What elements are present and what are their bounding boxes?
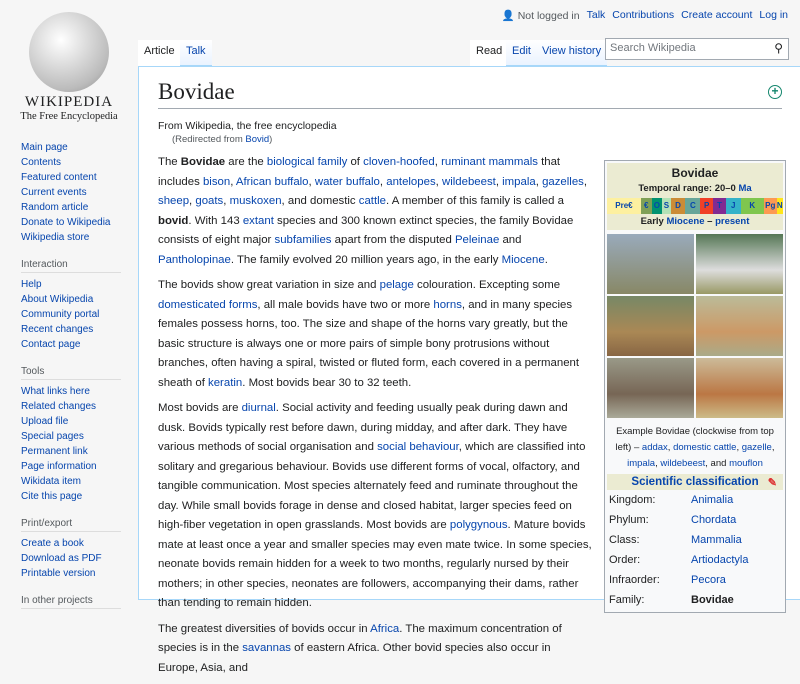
taxon-value[interactable]: Artiodactyla [691, 554, 749, 566]
caption-link-mouflon[interactable]: mouflon [729, 458, 763, 469]
article-link[interactable]: Peleinae [454, 234, 500, 246]
article-body [158, 153, 593, 684]
text-run: , [230, 175, 236, 188]
article-link[interactable]: African buffalo [235, 175, 309, 188]
taxon-rank: Class: [609, 534, 640, 546]
caption-sep: , [667, 442, 674, 453]
sidebar-link[interactable]: Help [21, 279, 42, 290]
redirect-suffix: ) [269, 134, 273, 145]
page-title: Bovidae [158, 79, 782, 109]
ma-link[interactable]: Ma [738, 183, 752, 194]
taxon-value[interactable]: Chordata [691, 514, 737, 526]
article-link[interactable]: mammals [488, 156, 538, 168]
text-run: . Social activity and feeding usually peak during dawn and dusk. Bovids typically rest before dawn, during midday, and after dark. They have various methods of social organisation and [158, 402, 568, 453]
infobox-caption [607, 422, 783, 474]
paragraph [158, 620, 593, 679]
caption-sep: , [771, 442, 775, 453]
tab-edit[interactable]: Edit [506, 40, 537, 66]
text-run: , [379, 175, 387, 188]
article-link[interactable]: biological family [266, 156, 348, 168]
period-11[interactable]: N [777, 198, 783, 214]
text-run: Most bovids are [158, 402, 242, 414]
miocene-link[interactable]: Miocene [666, 216, 705, 227]
sidebar-link[interactable]: Printable version [21, 568, 96, 579]
infobox-header [607, 163, 783, 230]
article-link[interactable]: water buffalo [314, 175, 380, 188]
range-sep: – [704, 216, 716, 227]
sidebar-link[interactable]: Main page [21, 142, 68, 153]
sidebar-link[interactable]: Page information [21, 461, 97, 472]
taxon-rank: Kingdom: [609, 494, 656, 506]
article-link[interactable]: subfamilies [274, 234, 332, 246]
text-run: , and domestic [281, 195, 359, 207]
tab-read[interactable]: Read [470, 40, 508, 66]
article-link[interactable]: extant [242, 214, 274, 227]
text-run: , all male bovids have two or more [257, 298, 434, 311]
article-link[interactable]: horns [433, 298, 462, 311]
taxon-value[interactable]: Pecora [691, 574, 726, 586]
gazelle-photo [696, 296, 783, 356]
text-run: . A member of this family is called a [386, 195, 564, 207]
article-link[interactable]: bison [202, 175, 231, 188]
period-5[interactable]: C [685, 198, 700, 214]
sidebar-link[interactable]: Cite this page [21, 491, 83, 502]
period-10[interactable]: Pg [764, 198, 777, 214]
add-plus-icon[interactable]: + [768, 85, 782, 99]
taxonomy-row [607, 490, 783, 510]
sidebar-link[interactable]: Community portal [21, 309, 100, 320]
impala-photo [696, 358, 783, 418]
search-placeholder: Search Wikipedia [610, 42, 696, 54]
taxon-value: Bovidae [691, 594, 734, 606]
caption-link-impala[interactable]: impala [627, 458, 656, 469]
sidebar-link[interactable]: What links here [21, 386, 90, 397]
taxon-value[interactable]: Mammalia [691, 534, 742, 546]
text-run: . The maximum concentration of species is in the [158, 622, 562, 654]
article-link[interactable]: goats [195, 195, 224, 207]
sidebar-portal-interaction [0, 257, 138, 352]
sidebar-heading: Tools [21, 364, 121, 380]
period-0[interactable]: Pre€ [607, 198, 641, 214]
search-input[interactable] [605, 38, 789, 60]
temporal-prefix: Temporal range: 20–0 [638, 183, 739, 194]
sidebar-link[interactable]: Download as PDF [21, 553, 102, 564]
logo-tagline: The Free Encyclopedia [20, 111, 118, 122]
sidebar-link[interactable]: Contents [21, 157, 62, 168]
text-run: , [535, 175, 543, 188]
sci-title: Scientific classification [631, 476, 759, 488]
sidebar-link[interactable]: Recent changes [21, 324, 94, 335]
taxonomy-row [607, 550, 783, 570]
range-text [607, 216, 783, 230]
article-link[interactable]: muskoxen [229, 195, 282, 207]
text-run: of eastern Africa. Other bovid species also occur in Europe, Asia, and [158, 642, 551, 674]
taxon-rank: Infraorder: [609, 574, 660, 586]
article-link[interactable]: cloven-hoofed [363, 156, 435, 168]
article-link[interactable]: antelopes [386, 175, 436, 188]
text-run: . With 143 [188, 214, 243, 227]
paragraph [158, 399, 593, 614]
article-link[interactable]: keratin [208, 376, 243, 389]
text-run: , [223, 195, 230, 207]
sidebar-portal-tools [0, 364, 138, 504]
temporal-range [607, 183, 783, 194]
site-sub: From Wikipedia, the free encyclopedia [158, 120, 337, 132]
article-link[interactable]: Pantholopinae [158, 253, 231, 266]
sidebar-link[interactable]: Permanent link [21, 446, 88, 457]
text-run: Bovidae [180, 156, 226, 168]
contributions-link[interactable]: Contributions [612, 9, 675, 21]
text-run: The [158, 156, 181, 168]
sidebar-link[interactable]: Create a book [21, 538, 84, 549]
content [138, 66, 800, 674]
caption-link-wildebeest[interactable]: wildebeest [660, 458, 706, 469]
sidebar-link[interactable]: Related changes [21, 401, 97, 412]
article-link[interactable]: polygynous [449, 519, 508, 531]
article-link[interactable]: ruminant [441, 156, 486, 168]
text-run: colouration. Excepting some [413, 279, 561, 291]
period-9[interactable]: K [741, 198, 764, 214]
taxonomy-row [607, 530, 783, 550]
text-run: are the [225, 156, 267, 168]
create-account-link[interactable]: Create account [681, 9, 753, 21]
period-7[interactable]: T [713, 198, 726, 214]
caption-link-addax[interactable]: addax [641, 442, 668, 453]
personal-talk-link[interactable]: Talk [586, 9, 606, 21]
text-run: that includes [158, 156, 561, 188]
sidebar [0, 140, 138, 621]
sidebar-heading: In other projects [21, 593, 121, 609]
period-8[interactable]: J [726, 198, 741, 214]
article-link[interactable]: wildebeest [441, 175, 496, 188]
caption-link-gazelle[interactable]: gazelle [741, 442, 772, 453]
globe-icon [29, 12, 109, 92]
text-run: species and 300 known extinct species, the family Bovidae consists of eight major [158, 214, 574, 246]
text-run: , [434, 156, 442, 168]
personal-tools [502, 9, 788, 22]
period-2[interactable]: O [652, 198, 663, 214]
taxon-rank: Order: [609, 554, 641, 566]
text-run: , and in many species females possess horns, too. The size and shape of the horns vary greatly, but the basic structure is always one or more pairs of simple bony protrusions without branches, often having a spiral, twisted or fluted form, each covered in a permanent sheath of [158, 298, 580, 389]
paragraph [158, 276, 593, 393]
sidebar-portal-print [0, 516, 138, 581]
sidebar-link[interactable]: Special pages [21, 431, 84, 442]
infobox [604, 160, 786, 613]
taxonomy-row [607, 590, 783, 610]
sidebar-link[interactable]: Upload file [21, 416, 69, 427]
sidebar-link[interactable]: Current events [21, 187, 87, 198]
mouflon-photo [607, 296, 694, 356]
taxonomy-row [607, 570, 783, 590]
text-run: bovid [158, 214, 189, 227]
search-icon[interactable]: ⚲ [774, 41, 783, 55]
period-1[interactable]: € [641, 198, 652, 214]
article-link[interactable]: domesticated forms [158, 298, 258, 311]
infobox-title: Bovidae [671, 166, 719, 180]
period-6[interactable]: P [700, 198, 713, 214]
article-link[interactable]: savannas [242, 642, 291, 654]
sidebar-portal-other [0, 593, 138, 609]
text-run: . Mature bovids mate at least once a year and smaller species may even mate twice. In some species, neonate bovids remain hidden for a week to two months, regularly nursed by their mothers; in other species, neonates are followers, accompanying their dams, rather than tending to remain hidden. [158, 519, 592, 609]
article-link[interactable]: Miocene [501, 253, 545, 266]
sidebar-link[interactable]: Featured content [21, 172, 97, 183]
text-run: . The family evolved 20 million years ago, in the early [230, 253, 502, 266]
paragraph [158, 153, 593, 270]
text-run: and [499, 234, 522, 246]
tab-article[interactable]: Article [138, 40, 181, 66]
article-link[interactable]: Africa [370, 622, 400, 635]
text-run: The bovids show great variation in size and [158, 279, 380, 291]
text-run: apart from the disputed [331, 234, 455, 246]
taxonomy-table [607, 490, 783, 610]
redirect-prefix: (Redirected from [172, 134, 246, 145]
wikipedia-logo[interactable] [0, 0, 138, 140]
text-run: The greatest diversities of bovids occur in [158, 622, 371, 635]
present-link[interactable]: present [715, 216, 750, 227]
text-run: of [347, 156, 364, 168]
text-run: , [495, 175, 503, 188]
text-run: . Most bovids bear 30 to 32 teeth. [242, 376, 412, 389]
text-run: , [583, 175, 588, 188]
edit-pencil-icon[interactable]: ✎ [767, 477, 777, 489]
article-link[interactable]: sheep [158, 195, 190, 207]
scientific-classification-header [607, 474, 783, 490]
taxonomy-row [607, 510, 783, 530]
sidebar-link[interactable]: About Wikipedia [21, 294, 94, 305]
sidebar-link[interactable]: Wikipedia store [21, 232, 90, 243]
article-link[interactable]: impala [502, 175, 536, 188]
article-link[interactable]: social behaviour [377, 441, 459, 453]
caption-sep: , and [705, 458, 730, 469]
sidebar-link[interactable]: Random article [21, 202, 89, 213]
not-logged-label: Not logged in [517, 10, 580, 22]
taxon-value[interactable]: Animalia [691, 494, 734, 506]
geologic-timescale [607, 198, 783, 214]
text-run: . [544, 253, 548, 266]
logo-wordmark: WIKIPEDIA [24, 94, 114, 110]
sidebar-link[interactable]: Contact page [21, 339, 81, 350]
article-link[interactable]: pelage [379, 279, 414, 291]
text-run: , [308, 175, 315, 188]
sidebar-link[interactable]: Wikidata item [21, 476, 82, 487]
taxon-rank: Family: [609, 594, 645, 606]
article-link[interactable]: gazelles [542, 175, 584, 188]
caption-link-domestic-cattle[interactable]: domestic cattle [673, 442, 737, 453]
sidebar-portal-main [0, 140, 138, 245]
range-prefix: Early [640, 216, 667, 227]
text-run: , which are classified into solitary and gregarious behaviour. Bovids use different forms of vocal, olfactory, and tangible communication. Most species alternately feed and ruminate throughout the day. While small bovids forage in dense and closed habitat, larger species feed on high-fiber vegetation in open grasslands. Most bovids are [158, 441, 586, 531]
caption-sep: , [655, 458, 661, 469]
caption-sep: , [736, 442, 742, 453]
not-logged-in: 👤 Not logged in [501, 10, 580, 22]
addax-photo [607, 234, 694, 294]
tab-talk[interactable]: Talk [180, 40, 212, 66]
cattle-photo [696, 234, 783, 294]
article-link[interactable]: diurnal [241, 402, 276, 414]
sidebar-link[interactable]: Donate to Wikipedia [21, 217, 111, 228]
period-4[interactable]: D [671, 198, 686, 214]
tab-view-history[interactable]: View history [536, 40, 607, 66]
sidebar-heading: Print/export [21, 516, 121, 532]
bovidae-collage[interactable] [607, 234, 783, 418]
article-link[interactable]: cattle [358, 195, 387, 207]
period-3[interactable]: S [662, 198, 670, 214]
login-link[interactable]: Log in [759, 9, 788, 21]
taxon-rank: Phylum: [609, 514, 649, 526]
caption-prefix: Example Bovidae (clockwise from top left) – [615, 426, 774, 453]
sidebar-heading: Interaction [21, 257, 121, 273]
text-run: , [189, 195, 196, 207]
wildebeest-photo [607, 358, 694, 418]
text-run: , [435, 175, 442, 188]
redirect-link[interactable]: Bovid [245, 134, 270, 145]
redirect-note [172, 134, 781, 145]
